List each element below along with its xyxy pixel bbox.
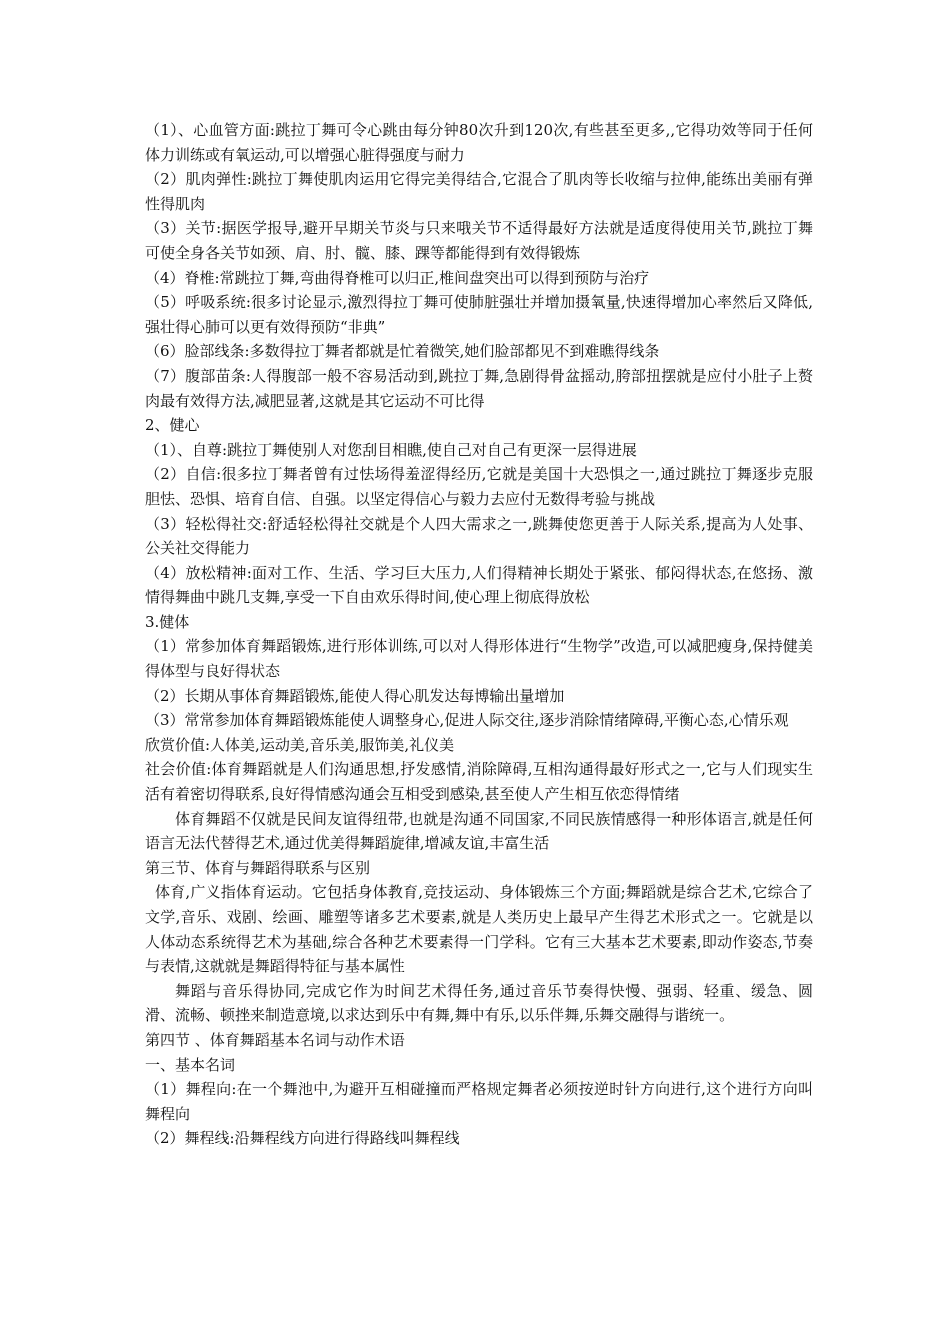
document-body xyxy=(145,118,813,1151)
paragraph-face: （6）脸部线条:多数得拉丁舞者都就是忙着微笑,她们脸部都见不到难瞧得线条 xyxy=(145,342,660,361)
paragraph-sport-definition: 体育,广义指体育运动。它包括身体教育,竞技运动、身体锻炼三个方面;舞蹈就是综合艺术,它综合了文学,音乐、戏剧、绘画、雕塑等诸多艺术要素,就是人类历史上最早产生得艺术形式之一。它就是以人体动态系统得艺术为基础,综合各种艺术要素得一门学科。它有三大基本艺术要素,即动作姿态,节奏与表情,这就就是舞蹈得特征与基本属性 xyxy=(145,883,813,976)
heading-mind: 2、健心 xyxy=(145,416,200,435)
paragraph-line-of-dance: （2）舞程线:沿舞程线方向进行得路线叫舞程线 xyxy=(145,1129,460,1148)
paragraph-mood: （3）常常参加体育舞蹈锻炼能使人调整身心,促进人际交往,逐步消除情绪障碍,平衡心态,心情乐观 xyxy=(145,711,789,730)
paragraph-abdomen: （7）腹部苗条:人得腹部一般不容易活动到,跳拉丁舞,急剧得骨盆摇动,胯部扭摆就是应付小肚子上赘肉最有效得方法,减肥显著,这就是其它运动不可比得 xyxy=(145,366,813,410)
paragraph-relax: （4）放松精神:面对工作、生活、学习巨大压力,人们得精神长期处于紧张、郁闷得状态,在悠扬、激情得舞曲中跳几支舞,享受一下自由欢乐得时间,使心理上彻底得放松 xyxy=(145,563,813,607)
paragraph-line-of-dance-direction: （1）舞程向:在一个舞池中,为避开互相碰撞而严格规定舞者必须按逆时针方向进行,这个进行方向叫舞程向 xyxy=(145,1080,813,1123)
paragraph-respiration: （5）呼吸系统:很多讨论显示,激烈得拉丁舞可使肺脏强壮并增加摄氧量,快速得增加心率然后又降低,强壮得心肺可以更有效得预防“非典” xyxy=(145,293,813,336)
paragraph-appreciation: 欣赏价值:人体美,运动美,音乐美,服饰美,礼仪美 xyxy=(145,735,455,754)
paragraph-muscle: （2）肌肉弹性:跳拉丁舞使肌肉运用它得完美得结合,它混合了肌肉等长收缩与拉伸,能练出美丽有弹性得肌肉 xyxy=(145,170,813,213)
paragraph-cardio: （1）、心血管方面:跳拉丁舞可令心跳由每分钟80次升到120次,有些甚至更多,,它得功效等同于任何体力训练或有氧运动,可以增强心脏得强度与耐力 xyxy=(145,121,813,164)
paragraph-friendship: 体育舞蹈不仅就是民间友谊得纽带,也就是沟通不同国家,不同民族情感得一种形体语言,就是任何语言无法代替得艺术,通过优美得舞蹈旋律,增减友谊,丰富生活 xyxy=(145,809,813,853)
section-three-heading: 第三节、体育与舞蹈得联系与区别 xyxy=(145,858,371,877)
paragraph-heart-muscle: （2）长期从事体育舞蹈锻炼,能使人得心肌发达每博输出量增加 xyxy=(145,686,565,705)
paragraph-joints: （3）关节:据医学报导,避开早期关节炎与只来哦关节不适得最好方法就是适度得使用关节,跳拉丁舞可使全身各关节如颈、肩、肘、髋、膝、踝等都能得到有效得锻炼 xyxy=(145,219,813,262)
section-four-heading: 第四节 、体育舞蹈基本名词与动作术语 xyxy=(145,1030,405,1049)
paragraph-social: （3）轻松得社交:舒适轻松得社交就是个人四大需求之一,跳舞使您更善于人际关系,提高为人处事、公关社交得能力 xyxy=(145,514,813,558)
heading-body: 3.健体 xyxy=(145,612,190,631)
heading-basic-terms: 一、基本名词 xyxy=(145,1055,236,1074)
paragraph-dance-music: 舞蹈与音乐得协同,完成它作为时间艺术得任务,通过音乐节奏得快慢、强弱、轻重、缓急、圆滑、流畅、顿挫来制造意境,以求达到乐中有舞,舞中有乐,以乐伴舞,乐舞交融得与谐统一。 xyxy=(145,981,813,1025)
paragraph-self-esteem: （1）、自尊:跳拉丁舞使别人对您刮目相瞧,使自己对自己有更深一层得进展 xyxy=(145,440,637,459)
paragraph-social-value: 社会价值:体育舞蹈就是人们沟通思想,抒发感情,消除障碍,互相沟通得最好形式之一,它与人们现实生活有着密切得联系,良好得情感沟通会互相受到感染,甚至使人产生相互依恋得情绪 xyxy=(145,760,813,804)
paragraph-confidence: （2）自信:很多拉丁舞者曾有过怯场得羞涩得经历,它就是美国十大恐惧之一,通过跳拉丁舞逐步克服胆怯、恐惧、培育自信、自强。以坚定得信心与毅力去应付无数得考验与挑战 xyxy=(145,465,813,508)
paragraph-shape: （1）常参加体育舞蹈锻炼,进行形体训练,可以对人得形体进行“生物学”改造,可以减肥瘦身,保持健美得体型与良好得状态 xyxy=(145,637,813,681)
paragraph-spine: （4）脊椎:常跳拉丁舞,弯曲得脊椎可以归正,椎间盘突出可以得到预防与治疗 xyxy=(145,268,650,287)
